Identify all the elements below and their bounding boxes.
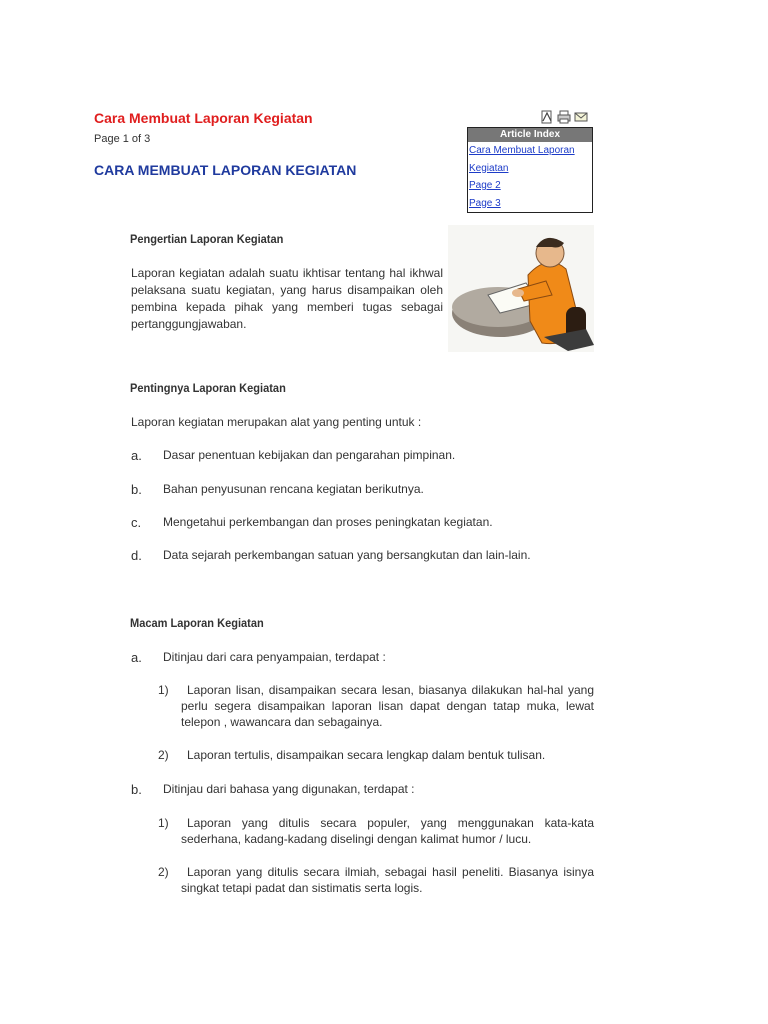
list-item: Laporan yang ditulis secara populer, yang menggunakan kata-kata sederhana, kadang-kadang diselingi dengan kalimat humor / lucu. — [181, 816, 594, 846]
pdf-icon[interactable] — [540, 110, 554, 124]
article-index — [467, 127, 593, 213]
section-heading-pengertian: Pengertian Laporan Kegiatan — [130, 232, 284, 246]
list-letter: a. — [131, 650, 142, 665]
list-item: Laporan tertulis, disampaikan secara lengkap dalam bentuk tulisan. — [187, 748, 546, 762]
list-item: Bahan penyusunan rencana kegiatan berikutnya. — [163, 482, 424, 496]
toc-link-title-2[interactable]: Kegiatan — [469, 162, 509, 174]
article-heading: CARA MEMBUAT LAPORAN KEGIATAN — [94, 162, 357, 178]
list-number: 1) — [158, 683, 169, 697]
list-item: Data sejarah perkembangan satuan yang bersangkutan dan lain-lain. — [163, 548, 531, 562]
list-letter: c. — [131, 515, 142, 530]
toc-link-page-3[interactable]: Page 3 — [469, 197, 501, 209]
list-item: Mengetahui perkembangan dan proses peningkatan kegiatan. — [163, 515, 493, 529]
toc-link-page-2[interactable]: Page 2 — [469, 180, 501, 191]
page-count: Page 1 of 3 — [94, 133, 151, 145]
article-index-title: Article Index — [468, 128, 592, 142]
page-title: Cara Membuat Laporan Kegiatan — [94, 110, 313, 126]
list-item: Laporan lisan, disampaikan secara lesan, biasanya dilakukan hal-hal yang perlu segera disampaikan laporan lisan dapat dengan tatap muka, lewat telepon , wawancara dan sebagainya. — [181, 683, 594, 729]
writing-person-illustration — [448, 225, 594, 352]
email-icon[interactable] — [574, 110, 588, 124]
print-icon[interactable] — [557, 110, 571, 124]
list-item: Dasar penentuan kebijakan dan pengarahan pimpinan. — [163, 448, 456, 462]
toc-link-title-1[interactable]: Cara Membuat Laporan — [469, 145, 575, 156]
list-letter: b. — [131, 482, 142, 497]
list-letter: a. — [131, 448, 142, 463]
list-letter: b. — [131, 782, 142, 797]
list-item: Ditinjau dari cara penyampaian, terdapat : — [163, 650, 386, 664]
article-tools — [540, 110, 588, 124]
list-item: Laporan yang ditulis secara ilmiah, sebagai hasil peneliti. Biasanya isinya singkat tetapi padat dan sistimatis serta logis. — [181, 865, 594, 895]
list-number: 2) — [158, 748, 169, 762]
list-number: 2) — [158, 865, 169, 879]
section-intro: Laporan kegiatan merupakan alat yang penting untuk : — [131, 415, 422, 429]
list-number: 1) — [158, 816, 169, 830]
section-heading-macam: Macam Laporan Kegiatan — [130, 616, 264, 630]
section-paragraph: Laporan kegiatan adalah suatu ikhtisar tentang hal ikhwal pelaksana suatu kegiatan, yang harus disampaikan oleh pembina kepada pihak yang memberi tugas sebagai pertanggungjawaban. — [131, 266, 443, 331]
section-heading-pentingnya: Pentingnya Laporan Kegiatan — [130, 381, 286, 395]
list-letter: d. — [131, 548, 142, 563]
list-item: Ditinjau dari bahasa yang digunakan, terdapat : — [163, 782, 415, 796]
